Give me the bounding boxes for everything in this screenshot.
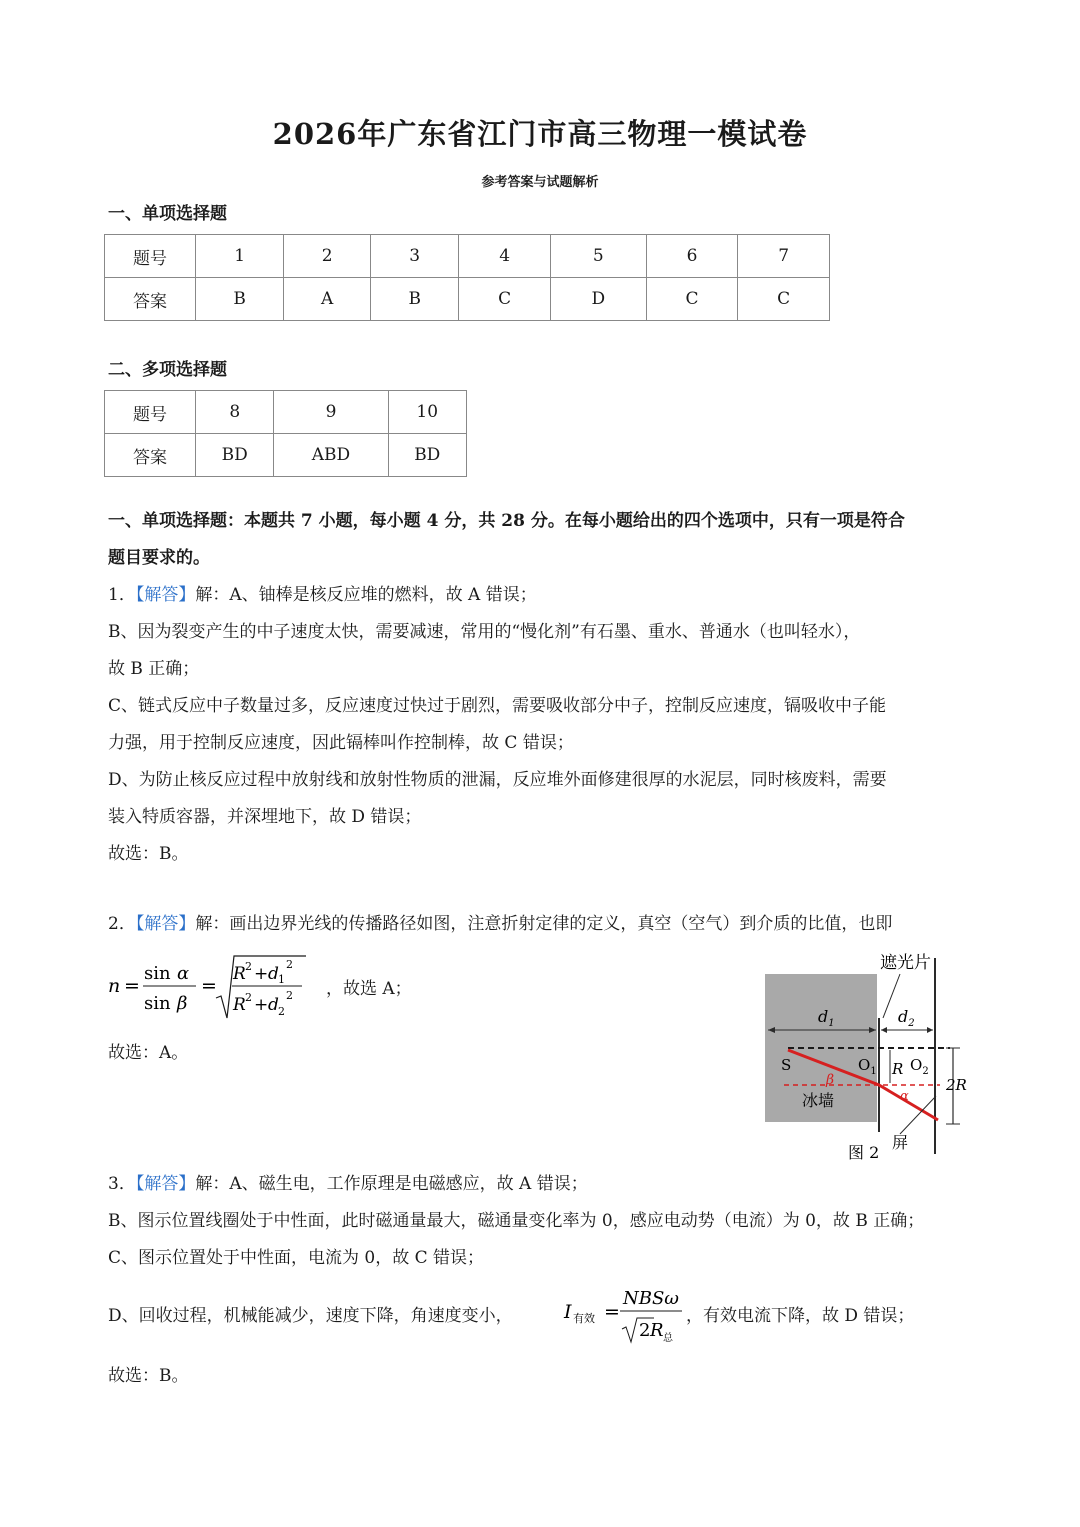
svg-text:2: 2 <box>286 989 293 1002</box>
svg-text:NBSω: NBSω <box>623 1288 679 1309</box>
svg-text:O2 <box>910 1056 929 1077</box>
label-ice-wall: 冰墙 <box>802 1091 835 1110</box>
svg-text:I: I <box>564 1301 572 1323</box>
section-multi-choice-heading: 二、多项选择题 <box>108 360 227 380</box>
label-beta: β <box>826 1072 835 1088</box>
table-cell: 4 <box>459 235 551 278</box>
svg-text:sin: sin <box>144 993 171 1014</box>
effective-current-formula <box>560 1284 686 1346</box>
row-label-answer: 答案 <box>105 278 196 321</box>
answer-tag: 【解答】 <box>135 1174 196 1194</box>
q3-solution <box>108 1166 988 1277</box>
svg-text:R: R <box>650 1320 664 1341</box>
q1-solution <box>108 577 988 873</box>
figure-caption: 图 2 <box>848 1143 880 1162</box>
q3-line-d-prefix: D、回收过程，机械能减少，速度下降，角速度变小， <box>108 1306 513 1326</box>
svg-text:d: d <box>268 995 279 1015</box>
table-cell: 10 <box>388 391 467 434</box>
table-cell: BD <box>196 434 274 477</box>
svg-text:2: 2 <box>278 1005 285 1018</box>
label-s: S <box>781 1056 792 1074</box>
question-number: 1． <box>108 585 136 605</box>
section-single-choice-heading: 一、单项选择题 <box>108 204 227 224</box>
table-cell: C <box>738 278 830 321</box>
solution-text: 解：A、铀棒是核反应堆的燃料，故 A 错误； <box>195 585 537 605</box>
q3-line <box>108 1166 988 1203</box>
page-title: 2026年广东省江门市高三物理一模试卷 <box>272 117 808 151</box>
q3-line-d-suffix: ，有效电流下降，故 D 错误； <box>686 1306 915 1326</box>
page-subtitle: 参考答案与试题解析 <box>481 175 599 190</box>
figure-ice-wall-refraction <box>760 944 980 1166</box>
table-cell: 2 <box>284 235 371 278</box>
svg-text:=: = <box>124 975 140 997</box>
label-d2: d <box>898 1007 909 1026</box>
svg-text:1: 1 <box>278 973 285 986</box>
q1-line: 力强，用于控制反应速度，因此镉棒叫作控制棒，故 C 错误； <box>108 733 574 753</box>
q1-conclusion: 故选：B。 <box>108 844 189 864</box>
label-2r: 2R <box>946 1076 967 1094</box>
svg-text:2: 2 <box>286 958 293 971</box>
table-cell: B <box>196 278 284 321</box>
label-r: R <box>892 1060 904 1078</box>
table-cell: D <box>550 278 646 321</box>
label-o2-sub: 2 <box>922 1066 929 1077</box>
q1-line: 装入特质容器，并深埋地下，故 D 错误； <box>108 807 422 827</box>
table-cell: 1 <box>196 235 284 278</box>
table-row <box>105 391 467 434</box>
svg-text:n: n <box>108 975 121 997</box>
svg-text:2: 2 <box>245 991 252 1004</box>
svg-text:d: d <box>268 964 279 984</box>
svg-text:sin: sin <box>144 963 171 984</box>
svg-text:α: α <box>177 963 190 984</box>
q2-conclusion: 故选：A。 <box>108 1043 189 1063</box>
label-d2-sub: 2 <box>908 1018 915 1029</box>
table-cell: 6 <box>646 235 738 278</box>
row-label-question: 题号 <box>105 235 196 278</box>
q3-line: B、图示位置线圈处于中性面，此时磁通量最大，磁通量变化率为 0，感应电动势（电流）为 0，故 B 正确； <box>108 1211 925 1231</box>
intro-line: 一、单项选择题：本题共 7 小题，每小题 4 分，共 28 分。在每小题给出的四个选项中，只有一项是符合 <box>108 511 905 531</box>
q2-formula-suffix: ，故选 A； <box>326 979 412 999</box>
table-cell: 5 <box>550 235 646 278</box>
svg-text:d2 <box>898 1007 915 1029</box>
label-filter: 遮光片 <box>880 953 931 973</box>
single-choice-answer-table <box>104 234 830 321</box>
table-row <box>105 434 467 477</box>
label-o2: O <box>910 1056 923 1074</box>
svg-text:2: 2 <box>245 960 252 973</box>
refraction-index-formula <box>106 952 326 1024</box>
multi-choice-answer-table <box>104 390 467 477</box>
solution-text: 解：画出边界光线的传播路径如图，注意折射定律的定义，真空（空气）到介质的比值，也即 <box>195 914 893 934</box>
row-label-question: 题号 <box>105 391 196 434</box>
table-cell: 8 <box>196 391 274 434</box>
intro-line: 题目要求的。 <box>108 548 210 568</box>
svg-text:β: β <box>177 993 188 1014</box>
svg-text:=: = <box>604 1301 620 1323</box>
svg-text:总: 总 <box>663 1333 673 1344</box>
svg-text:+: + <box>254 995 269 1015</box>
q1-line: C、链式反应中子数量过多，反应速度过快过于剧烈，需要吸收部分中子，控制反应速度，镉吸收中子能 <box>108 696 887 716</box>
svg-text:+: + <box>254 964 269 984</box>
table-cell: 9 <box>274 391 388 434</box>
question-number: 2． <box>108 914 136 934</box>
q2-solution <box>108 906 988 943</box>
table-row <box>105 235 830 278</box>
svg-text:R: R <box>233 964 246 984</box>
q1-line <box>108 577 988 614</box>
question-number: 3． <box>108 1174 136 1194</box>
solution-text: 解：A、磁生电，工作原理是电磁感应，故 A 错误； <box>195 1174 588 1194</box>
q3-line: C、图示位置处于中性面，电流为 0，故 C 错误； <box>108 1248 485 1268</box>
label-d1-sub: 1 <box>828 1018 835 1029</box>
table-cell: 3 <box>371 235 459 278</box>
table-cell: ABD <box>274 434 388 477</box>
q1-line: B、因为裂变产生的中子速度太快，需要减速，常用的“慢化剂”有石墨、重水、普通水（也叫轻水）， <box>108 622 861 642</box>
table-cell: 7 <box>738 235 830 278</box>
svg-text:R: R <box>233 995 246 1015</box>
table-cell: A <box>284 278 371 321</box>
q1-line: 故 B 正确； <box>108 659 200 679</box>
svg-text:有效: 有效 <box>573 1312 595 1325</box>
row-label-answer: 答案 <box>105 434 196 477</box>
table-cell: C <box>459 278 551 321</box>
answer-tag: 【解答】 <box>135 914 196 934</box>
q1-line: D、为防止核反应过程中放射线和放射性物质的泄漏，反应堆外面修建很厚的水泥层，同时核废料，需要 <box>108 770 887 790</box>
q2-line <box>108 906 988 943</box>
svg-text:=: = <box>201 975 217 997</box>
table-cell: C <box>646 278 738 321</box>
svg-text:2: 2 <box>639 1320 651 1341</box>
answer-tag: 【解答】 <box>135 585 196 605</box>
table-cell: B <box>371 278 459 321</box>
label-d1: d <box>818 1007 829 1026</box>
table-row <box>105 278 830 321</box>
section-intro <box>108 503 988 577</box>
table-cell: BD <box>388 434 467 477</box>
label-o1-sub: 1 <box>870 1066 877 1077</box>
label-screen: 屏 <box>892 1133 909 1152</box>
q3-conclusion: 故选：B。 <box>108 1366 189 1386</box>
label-o1: O <box>858 1056 871 1074</box>
label-alpha: α <box>900 1089 909 1104</box>
